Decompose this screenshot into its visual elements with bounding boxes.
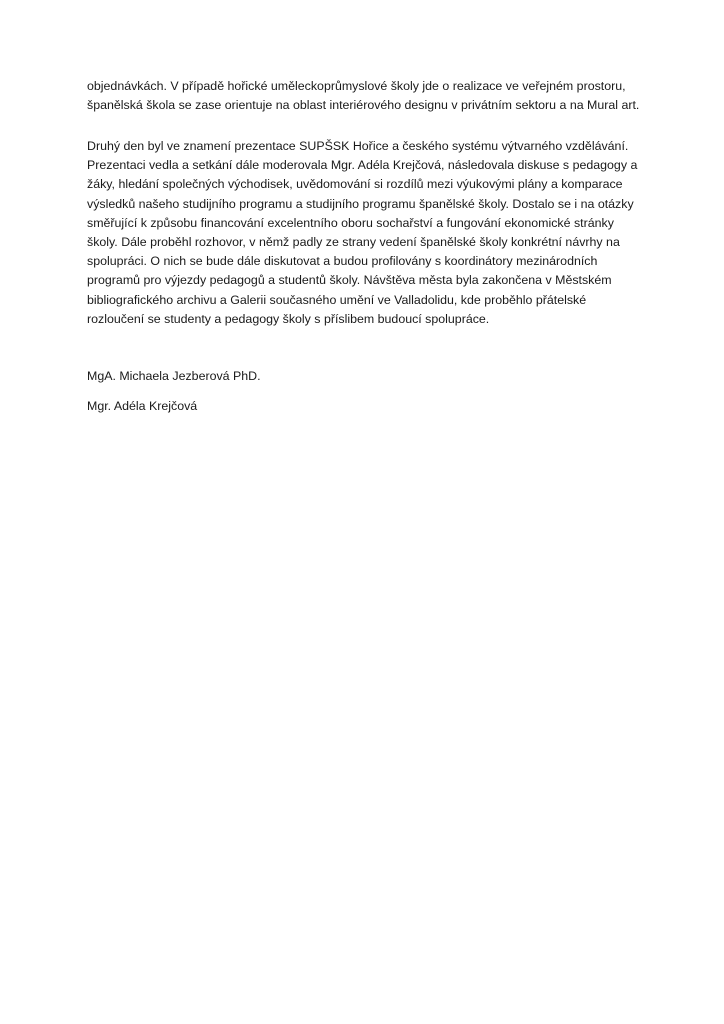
signature-name: MgA. Michaela Jezberová PhD. <box>87 369 261 383</box>
paragraph-line: spolupráci. O nich se bude dále diskutovat a budou profilovány s koordinátory mezinárodních <box>87 254 598 269</box>
paragraph-line: bibliografického archivu a Galerii současného umění ve Valladolidu, kde proběhlo přátelské <box>87 292 587 307</box>
paragraph-line: španělská škola se zase orientuje na oblast interiérového designu v privátním sektoru a na Mural art. <box>87 98 640 113</box>
paragraph-line: programů pro výjezdy pedagogů a studentů školy. Návštěva města byla zakončena v Městském <box>87 273 612 288</box>
signature-author-1 <box>87 367 647 386</box>
signature-name: Mgr. Adéla Krejčová <box>87 399 198 413</box>
paragraph-line: výsledků našeho studijního programu a studijního programu španělské školy. Dostalo se i na otázky <box>87 196 634 211</box>
paragraph-line: Druhý den byl ve znamení prezentace SUPŠSK Hořice a českého systému výtvarného vzdělávání. <box>87 139 629 153</box>
paragraph-2 <box>87 137 647 329</box>
paragraph-line: žáky, hledání společných východisek, uvědomování si rozdílů mezi výukovými plány a komparace <box>87 177 623 192</box>
paragraph-line: školy. Dále proběhl rozhovor, v němž padly ze strany vedení španělské školy konkrétní návrhy na <box>87 234 620 249</box>
paragraph-line: směřující k způsobu financování excelentního oboru sochařství a fungování ekonomické stránky <box>87 215 614 230</box>
signature-author-2 <box>87 397 647 416</box>
paragraph-1 <box>87 77 647 115</box>
paragraph-line: rozloučení se studenty a pedagogy školy s příslibem budoucí spolupráce. <box>87 311 490 326</box>
paragraph-line: Prezentaci vedla a setkání dále moderovala Mgr. Adéla Krejčová, následovala diskuse s pedagogy a <box>87 158 638 173</box>
paragraph-line: objednávkách. V případě hořické uměleckoprůmyslové školy jde o realizace ve veřejném prostoru, <box>87 79 626 93</box>
